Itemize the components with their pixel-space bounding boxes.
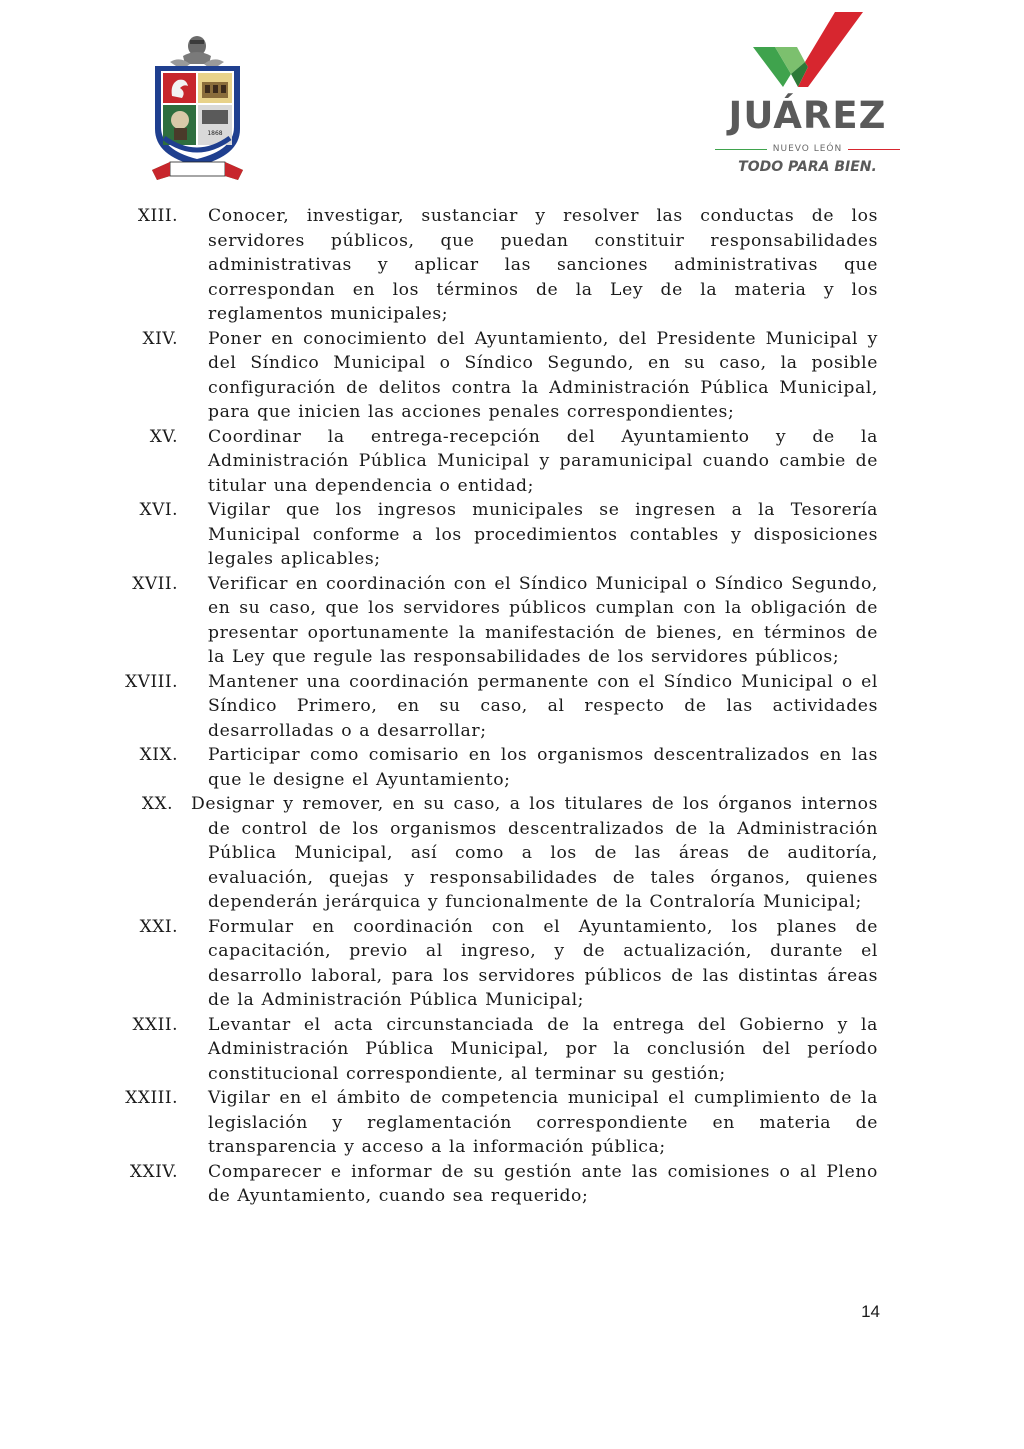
list-item [0, 425, 1024, 499]
coat-of-arms-icon [150, 34, 245, 184]
item-numeral: XIV. [142, 328, 178, 349]
item-text: Designar y remover, en su caso, a los titulares de los órganos internos de control de los organismos descentralizados de la Administración Pública Municipal, así como a los de las áreas de auditoría, evaluación, quejas y responsabilidades de tales órganos, quienes dependerán jerárquica y funcionalmente de la Contraloría Municipal; [191, 794, 878, 912]
item-text: Poner en conocimiento del Ayuntamiento, del Presidente Municipal y del Síndico Municipal o Síndico Segundo, en su caso, la posible configuración de delitos contra la Administración Pública Municipal, para que inicien las acciones penales correspondientes; [208, 328, 878, 422]
divider-line-red [848, 149, 900, 150]
item-numeral: XVIII. [125, 671, 178, 692]
item-text: Participar como comisario en los organismos descentralizados en las que le designe el Ayuntamiento; [208, 745, 878, 790]
list-item [0, 1160, 1024, 1209]
item-text: Verificar en coordinación con el Síndico Municipal o Síndico Segundo, en su caso, que los servidores públicos cumplan con la obligación de presentar oportunamente la manifestación de bienes, en términos de la Ley que regule las responsabilidades de los servidores públicos; [208, 573, 878, 667]
juarez-brand-logo [715, 12, 900, 182]
item-text: Conocer, investigar, sustanciar y resolver las conductas de los servidores públicos, que puedan constituir responsabilidades administrativas y aplicar las sanciones administrativas que correspondan en los términos de la Ley de la materia y los reglamentos municipales; [208, 206, 878, 324]
list-item [0, 792, 1024, 915]
list-item [0, 915, 1024, 1013]
item-numeral: XIX. [139, 745, 178, 765]
checkmark-logo-icon [753, 12, 863, 87]
list-item [0, 327, 1024, 425]
item-text: Mantener una coordinación permanente con el Síndico Municipal o el Síndico Primero, en su caso, al respecto de las actividades desarrolladas o a desarrollar; [208, 671, 878, 741]
item-text: Coordinar la entrega-recepción del Ayuntamiento y de la Administración Pública Municipal y paramunicipal cuando cambie de titular una dependencia o entidad; [208, 426, 878, 496]
item-text: Vigilar que los ingresos municipales se ingresen a la Tesorería Municipal conforme a los procedimientos contables y disposiciones legales aplicables; [208, 500, 878, 569]
item-numeral: XX. [141, 794, 173, 814]
item-text: Levantar el acta circunstanciada de la entrega del Gobierno y la Administración Pública Municipal, por la conclusión del período constitucional correspondiente, al terminar su gestión; [208, 1014, 878, 1084]
item-text: Vigilar en el ámbito de competencia municipal el cumplimiento de la legislación y reglamentación correspondiente en materia de transparencia y acceso a la información pública; [208, 1088, 878, 1157]
brand-subtitle-row [715, 142, 900, 156]
item-numeral: XXII. [132, 1014, 178, 1035]
list-item [0, 498, 1024, 572]
item-numeral: XIII. [137, 206, 178, 226]
item-numeral: XXIII. [125, 1088, 178, 1108]
municipal-coat-of-arms [150, 34, 245, 184]
item-numeral: XXI. [139, 916, 178, 937]
item-text: Formular en coordinación con el Ayuntamiento, los planes de capacitación, previo al ingreso, y de actualización, durante el desarrollo laboral, para los servidores públicos de las distintas áreas de la Administración Pública Municipal; [208, 916, 878, 1010]
brand-slogan: TODO PARA BIEN. [738, 159, 877, 175]
item-numeral: XV. [149, 426, 178, 447]
attributions-list [0, 204, 1024, 1209]
list-item [0, 572, 1024, 670]
brand-name: JUÁREZ [728, 94, 887, 137]
list-item [0, 204, 1024, 327]
brand-subtitle: NUEVO LEÓN [772, 144, 843, 154]
list-item [0, 743, 1024, 792]
svg-text:1868: 1868 [207, 130, 223, 137]
divider-line-green [715, 149, 767, 150]
list-item [0, 1086, 1024, 1160]
list-item [0, 670, 1024, 744]
item-numeral: XVI. [139, 500, 178, 520]
item-text: Comparecer e informar de su gestión ante las comisiones o al Pleno de Ayuntamiento, cuando sea requerido; [208, 1161, 878, 1206]
item-numeral: XXIV. [129, 1161, 178, 1182]
list-item [0, 1013, 1024, 1087]
page-number: 14 [861, 1302, 880, 1321]
item-numeral: XVII. [132, 573, 178, 594]
